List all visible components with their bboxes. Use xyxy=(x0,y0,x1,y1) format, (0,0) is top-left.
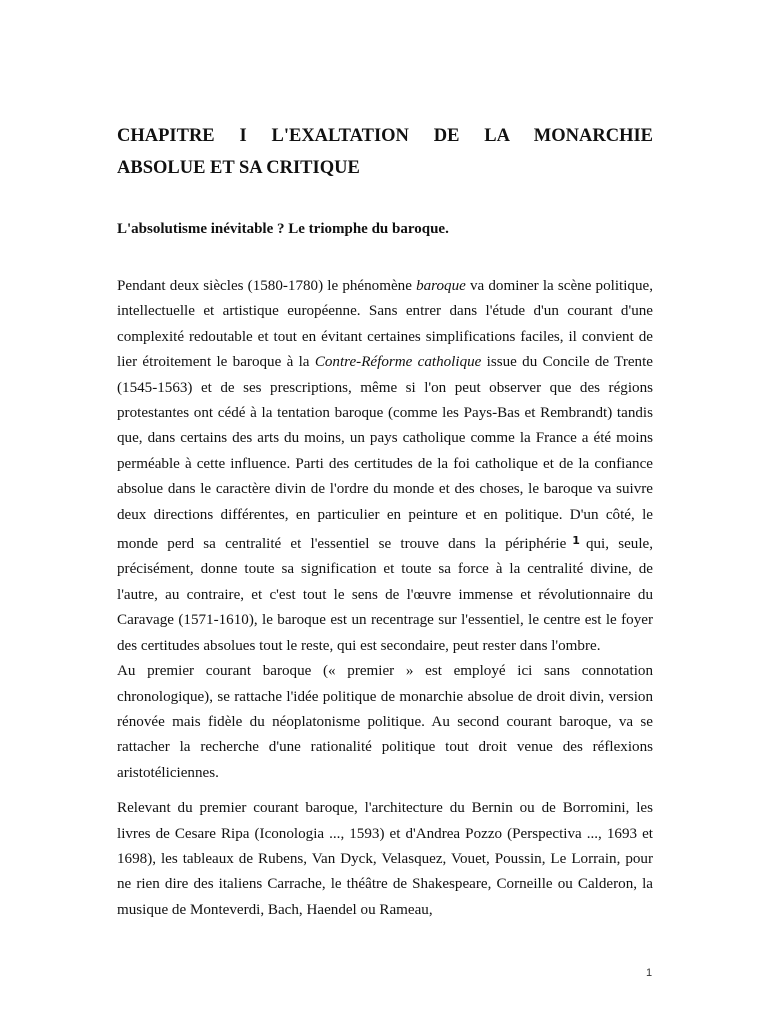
section-title: L'absolutisme inévitable ? Le triomphe du baroque. xyxy=(117,221,449,237)
chapter-title xyxy=(117,120,653,184)
paragraph1-italic-contre-reforme: Contre-Réforme catholique xyxy=(314,354,482,371)
footnote-reference[interactable]: 1 xyxy=(572,534,580,548)
paragraph-premier-courant: Au premier courant baroque (« premier » est employé ici sans connotation chronologique), se rattache l'idée politique de monarchie absolue de droit divin, version rénovée mais fidèle du néoplatonisme politique. Au second courant baroque, va se rattacher la recherche d'une rationalité politique tout droit venue des réflexions aristotéliciennes. xyxy=(117,663,653,781)
paragraph-baroque-intro xyxy=(117,274,653,659)
paragraph-relevant: Relevant du premier courant baroque, l'architecture du Bernin ou de Borromini, les livres de Cesare Ripa (Iconologia ..., 1593) et d'Andrea Pozzo (Perspectiva ..., 1693 et 1698), les tableaux de Rubens, Van Dyck, Velasquez, Vouet, Poussin, Le Lorrain, pour ne rien dire des italiens Carrache, le théâtre de Shakespeare, Corneille ou Calderon, la musique de Monteverdi, Bach, Haendel ou Rameau, xyxy=(117,800,653,918)
page-number: 1 xyxy=(646,967,653,979)
paragraph1-text-c: issue du Concile de Trente (1545-1563) et de ses prescriptions, même si l'on peut observer que des régions protestantes ont cédé à la tentation baroque (comme les Pays-Bas et Rembrandt) tandis que, dans certains des arts du moins, un pays catholique comme la France a été moins perméable à cette influence. Parti des certitudes de la foi catholique et de la confiance absolue dans le caractère divin de l'ordre du monde et des choses, le baroque va suivre deux directions différentes, en particulier en peinture et en politique. D'un côté, le monde perd sa centralité et l'essentiel se trouve dans la périphérie xyxy=(117,354,653,553)
paragraph1-text-a: Pendant deux siècles (1580-1780) le phénomène xyxy=(117,278,417,294)
document-page xyxy=(117,120,653,923)
paragraph1-text-b: va dominer la scène politique, intellectuelle et artistique européenne. Sans entrer dans l'étude d'un courant d'une complexité redoutable et tout en évitant certaines simplifications faciles, il convient de lier étroitement le baroque à la xyxy=(117,278,653,371)
paragraph1-text-d: qui, seule, précisément, donne toute sa signification et toute sa force à la centralité divine, de l'autre, au contraire, et c'est tout le sens de l'œuvre immense et révolutionnaire du Caravage (1571-1610), le baroque est un recentrage sur l'essentiel, le centre est le foyer des certitudes absolues tout le reste, qui est secondaire, peut rester dans l'ombre. xyxy=(117,536,653,654)
chapter-title-line2: ABSOLUE ET SA CRITIQUE xyxy=(117,158,360,178)
paragraph1-italic-baroque: baroque xyxy=(416,278,466,294)
chapter-title-line1: CHAPITRE I L'EXALTATION DE LA MONARCHIE xyxy=(117,126,653,146)
